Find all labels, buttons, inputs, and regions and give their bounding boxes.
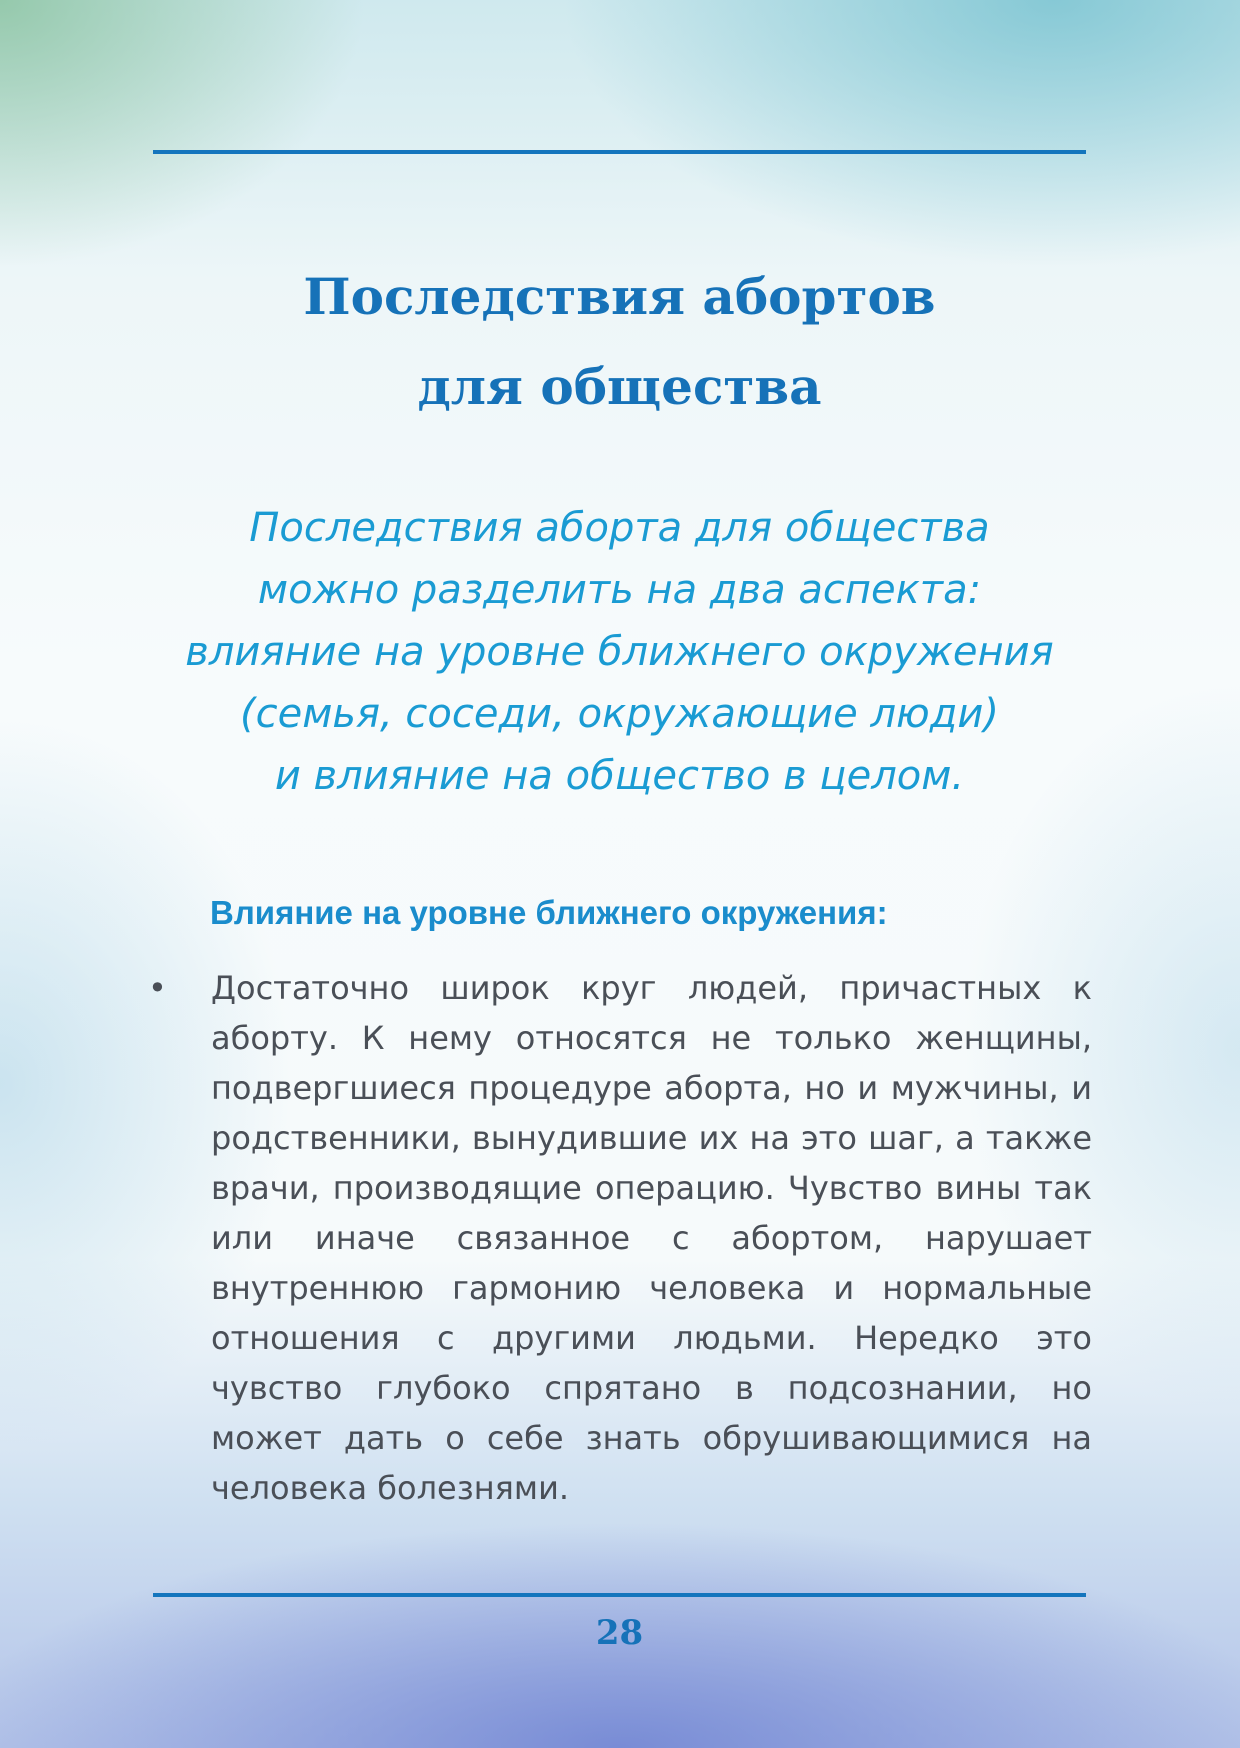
intro-paragraph [153,497,1086,807]
bullet-list [148,963,1092,1513]
intro-line-4: (семья, соседи, окружающие люди) [239,691,999,737]
list-item [148,963,1092,1513]
page-number: 28 [595,1613,644,1653]
top-divider [153,150,1086,154]
bullet-text: Достаточно широк круг людей, причастных к аборту. К нему относятся не только женщины, подвергшиеся процедуре аборта, но и мужчины, и родственники, вынудившие их на это шаг, а также врачи, производящие операцию. Чувство вины так или иначе связанное с абортом, нарушает внутреннюю гармонию человека и нормальные отношения с другими людьми. Нередко это чувство глубоко спрятано в подсознании, но может дать о себе знать обрушивающимися на человека болезнями. [211,969,1092,1507]
section-heading: Влияние на уровне ближнего окружения: [210,894,888,931]
intro-line-2: можно разделить на два аспекта: [257,567,982,613]
intro-line-1: Последствия аборта для общества [249,505,990,551]
page-title [153,252,1086,432]
bullet-icon: • [148,969,167,1007]
page-title-line-1: Последствия абортов [303,267,936,326]
bottom-divider [153,1593,1086,1597]
intro-line-3: влияние на уровне ближнего окружения [185,629,1054,675]
intro-line-5: и влияние на общество в целом. [274,753,965,799]
page-title-line-2: для общества [417,357,822,416]
